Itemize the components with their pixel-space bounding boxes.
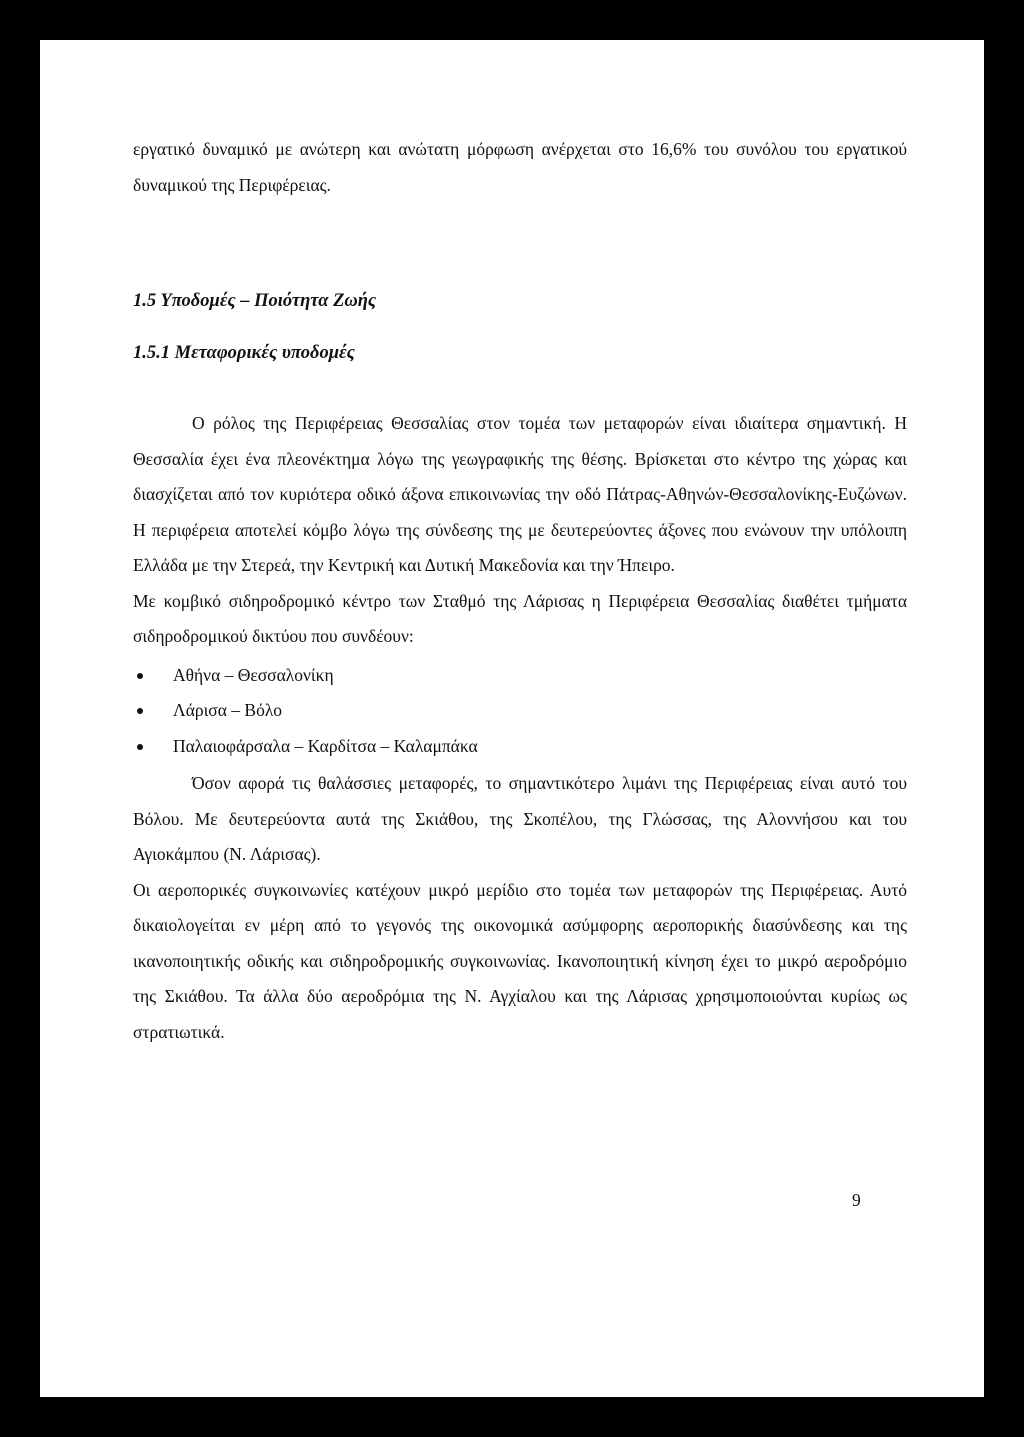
list-item-text: Λάρισα – Βόλο — [173, 700, 283, 720]
page-content — [133, 132, 907, 1050]
list-item-text: Παλαιοφάρσαλα – Καρδίτσα – Καλαμπάκα — [173, 735, 478, 756]
list-item-text: Αθήνα – Θεσσαλονίκη — [173, 664, 334, 685]
section-heading: 1.5 Υποδομές – Ποιότητα Ζωής — [133, 291, 377, 311]
paragraph-sea: Όσον αφορά τις θαλάσσιες μεταφορές, το σημαντικότερο λιμάνι της Περιφέρειας είναι αυτό του Βόλου. Με δευτερεύοντα αυτά της Σκιάθου, της Σκοπέλου, της Γλώσσας, της Αλοννήσου και του Αγιοκάμπου (Ν. Λάρισας). — [133, 773, 907, 864]
document-page — [40, 40, 984, 1397]
paragraph-intro: εργατικό δυναμικό με ανώτερη και ανώτατη μόρφωση ανέρχεται στο 16,6% του συνόλου του εργατικού δυναμικού της Περιφέρειας. — [133, 139, 907, 195]
list-item — [133, 729, 907, 765]
page-number: 9 — [852, 1190, 861, 1210]
paragraph-transport: Ο ρόλος της Περιφέρειας Θεσσαλίας στον τομέα των μεταφορών είναι ιδιαίτερα σημαντική. Η Θεσσαλία έχει ένα πλεονέκτημα λόγω της γεωγραφικής της θέσης. Βρίσκεται στο κέντρο της χώρας και διασχίζεται από τον κυριότερα οδικό άξονα επικοινωνίας την οδό Πάτρας-Αθηνών-Θεσσαλονίκης-Ευζώνων. Η περιφέρεια αποτελεί κόμβο λόγω της σύνδεσης της με δευτερεύοντες άξονες που ενώνουν την υπόλοιπη Ελλάδα με την Στερεά, την Κεντρική και Δυτική Μακεδονία και την Ήπειρο. — [133, 413, 907, 575]
rail-links-list — [133, 658, 907, 765]
bullet-icon — [137, 673, 143, 679]
bullet-icon — [137, 744, 143, 750]
paragraph-rail: Με κομβικό σιδηροδρομικό κέντρο των Σταθμό της Λάρισας η Περιφέρεια Θεσσαλίας διαθέτει τμήματα σιδηροδρομικού δικτύου που συνδέουν: — [133, 590, 907, 646]
list-item — [133, 693, 907, 729]
bullet-icon — [137, 708, 143, 714]
list-item — [133, 658, 907, 694]
paragraph-air: Οι αεροπορικές συγκοινωνίες κατέχουν μικρό μερίδιο στο τομέα των μεταφορών της Περιφέρειας. Αυτό δικαιολογείται εν μέρη από το γεγονός της οικονομικά ασύμφορης αεροπορικής διασύνδεσης και της ικανοποιητικής οδικής και σιδηροδρομικής συγκοινωνίας. Ικανοποιητική κίνηση έχει το μικρό αεροδρόμιο της Σκιάθου. Τα άλλα δύο αεροδρόμια της Ν. Αγχίαλου και της Λάρισας χρησιμοποιούνται κυρίως ως στρατιωτικά. — [133, 879, 907, 1042]
subsection-heading: 1.5.1 Μεταφορικές υποδομές — [133, 343, 355, 363]
